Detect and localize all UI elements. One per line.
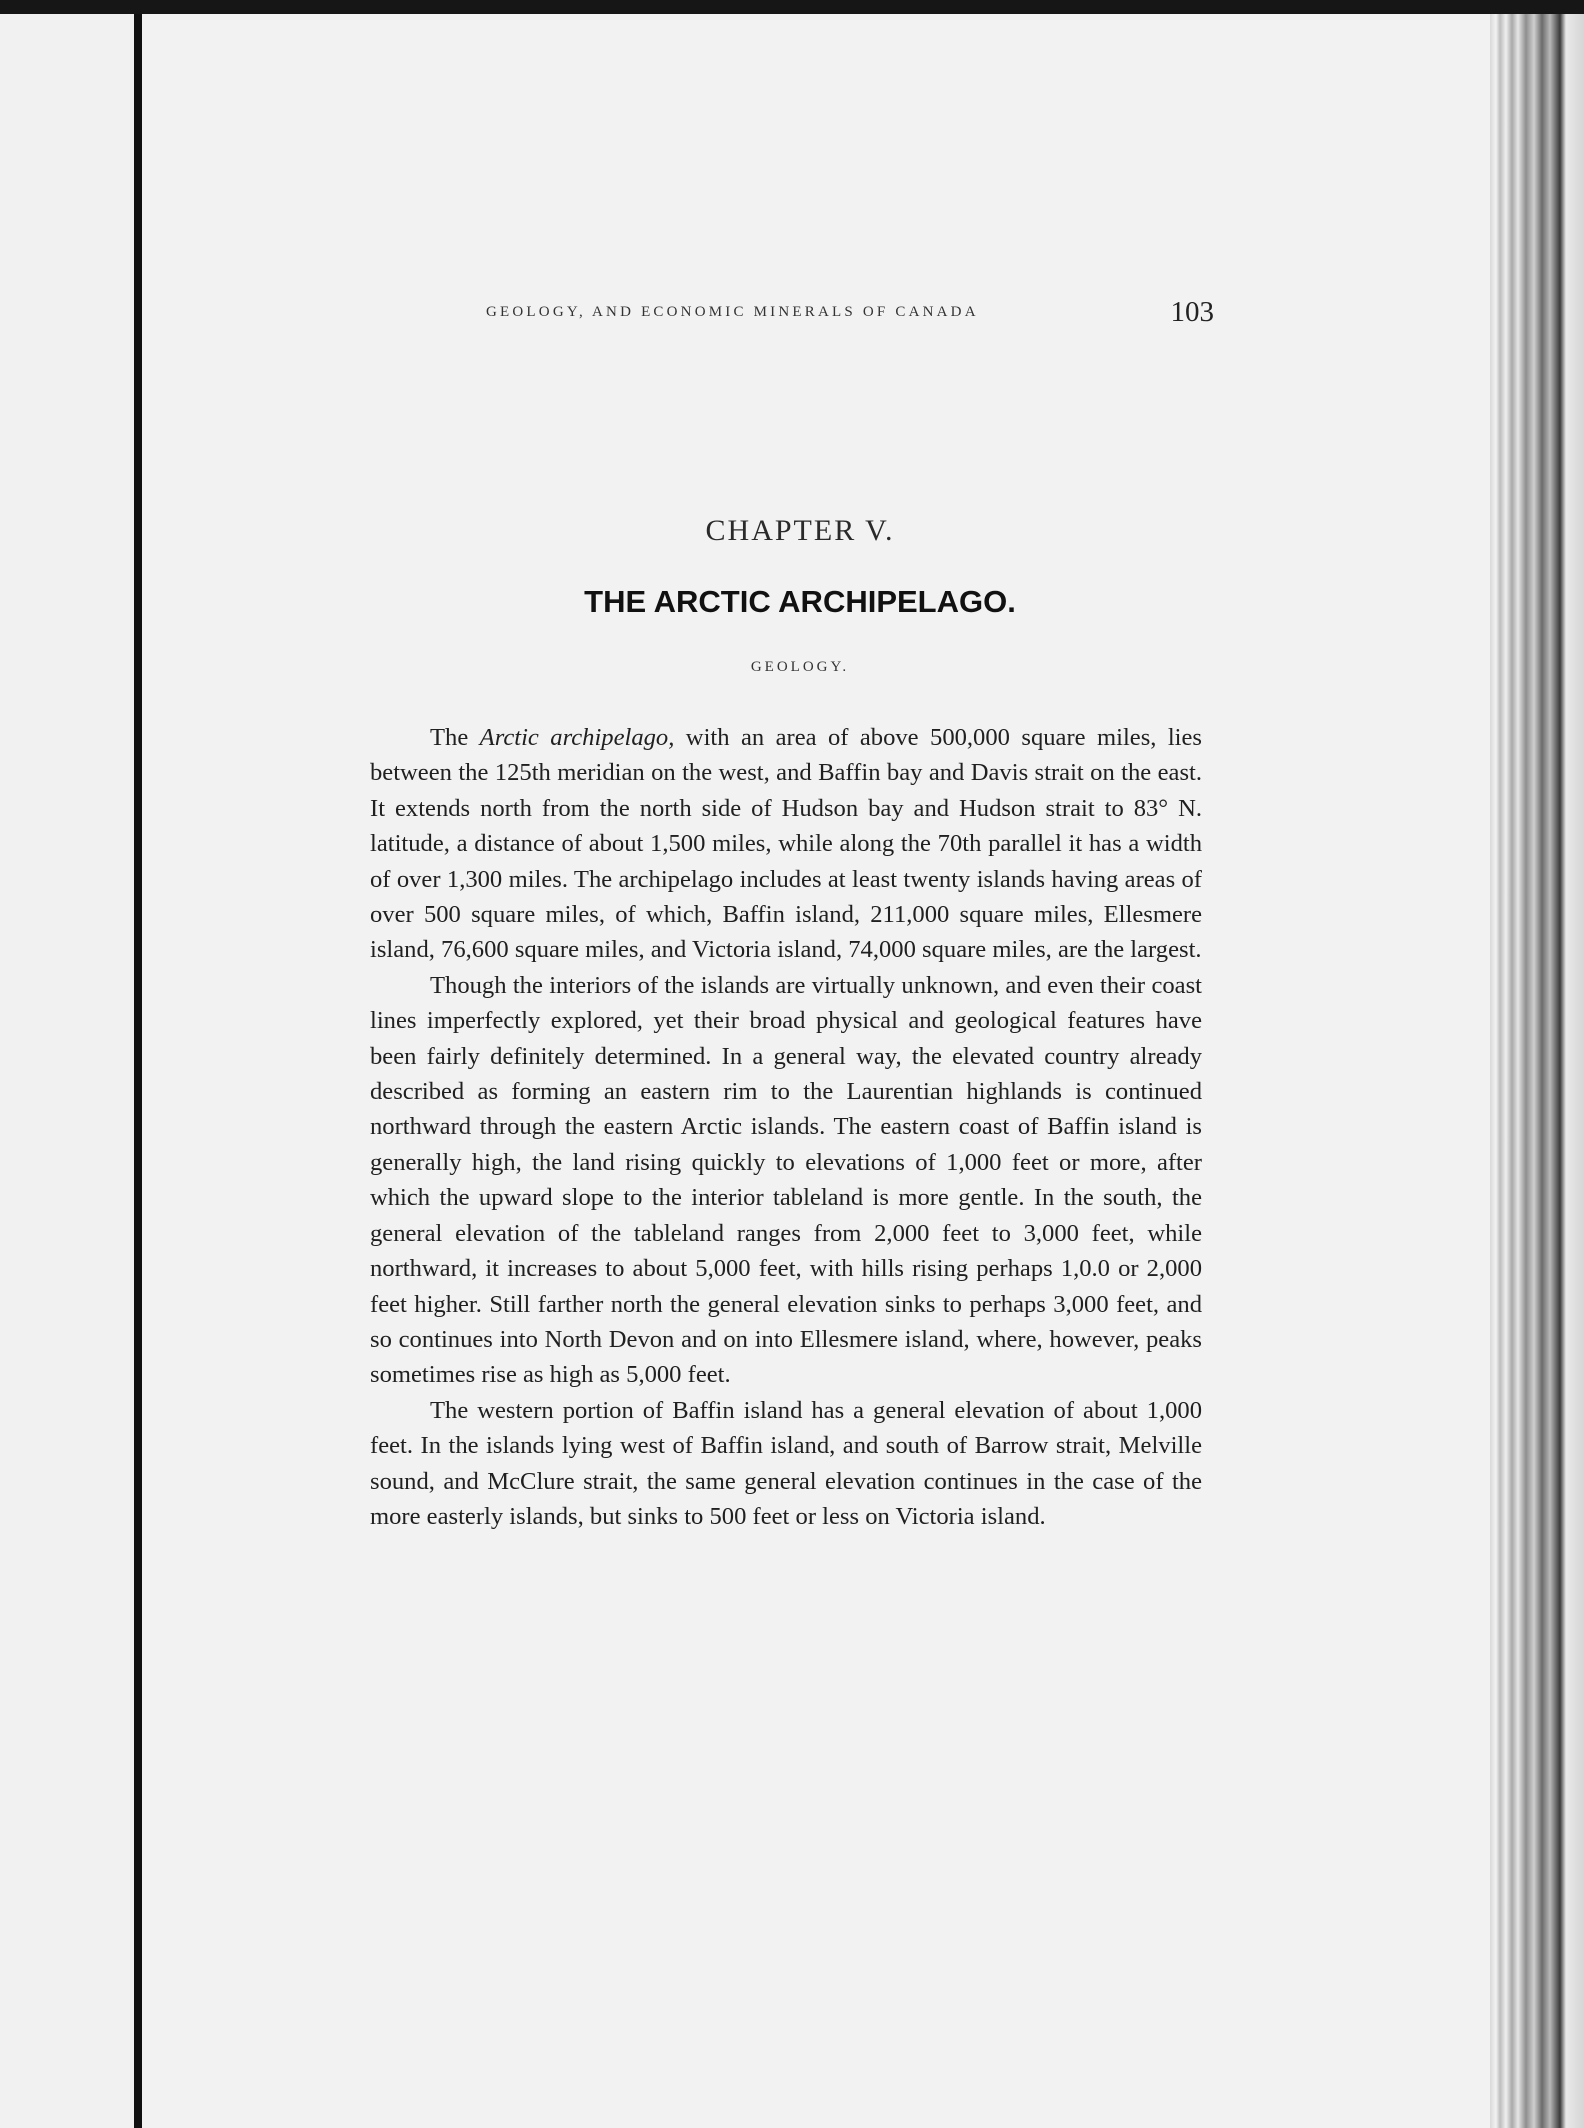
running-header [486,296,1216,336]
body-text [370,720,1202,1534]
paragraph-3: The western portion of Baffin island has a general elevation of about 1,000 feet. In the islands lying west of Baffin island, and south of Barrow strait, Melville sound, and McClure strait, the same general elevation continues in the case of the more easterly islands, but sinks to 500 feet or less on Victoria island. [370,1396,1202,1530]
running-title: GEOLOGY, AND ECONOMIC MINERALS OF CANADA [486,304,979,320]
page-number: 103 [1170,296,1214,328]
paragraph-1-italic: Arctic archipelago, [479,724,675,751]
paragraph-1 [370,720,1202,968]
chapter-label: CHAPTER V. [705,514,895,547]
paragraph-1-lead: The [430,724,480,751]
book-gutter [134,14,142,2128]
left-page [0,14,134,2128]
paragraph-1-rest: with an area of above 500,000 square miles, lies between the 125th meridian on the west, and Baffin bay and Davis strait on the east. It extends north from the north side of Hudson bay and Hudson strait to 83° N. latitude, a distance of about 1,500 miles, while along the 70th parallel it has a width of over 1,300 miles. The archipelago includes at least twenty islands having areas of over 500 square miles, of which, Baffin island, 211,000 square miles, Ellesmere island, 76,600 square miles, and Victoria island, 74,000 square miles, are the largest. [370,724,1202,964]
scan-top-border [0,0,1584,14]
paragraph-2: Though the interiors of the islands are virtually unknown, and even their coast lines imperfectly explored, yet their broad physical and geological features have been fairly definitely determined. In a general way, the elevated country already described as forming an eastern rim to the Laurentian highlands is continued northward through the eastern Arctic islands. The eastern coast of Baffin island is generally high, the land rising quickly to elevations of 1,000 feet or more, after which the upward slope to the interior tableland is more gentle. In the south, the general elevation of the tableland ranges from 2,000 feet to 3,000 feet, while northward, it increases to about 5,000 feet, with hills rising perhaps 1,0.0 or 2,000 feet higher. Still farther north the general elevation sinks to perhaps 3,000 feet, and so continues into North Devon and on into Ellesmere island, where, however, peaks sometimes rise as high as 5,000 feet. [370,971,1202,1389]
chapter-title: THE ARCTIC ARCHIPELAGO. [584,584,1016,619]
section-heading: GEOLOGY. [750,659,850,675]
page-edges [1490,14,1584,2128]
